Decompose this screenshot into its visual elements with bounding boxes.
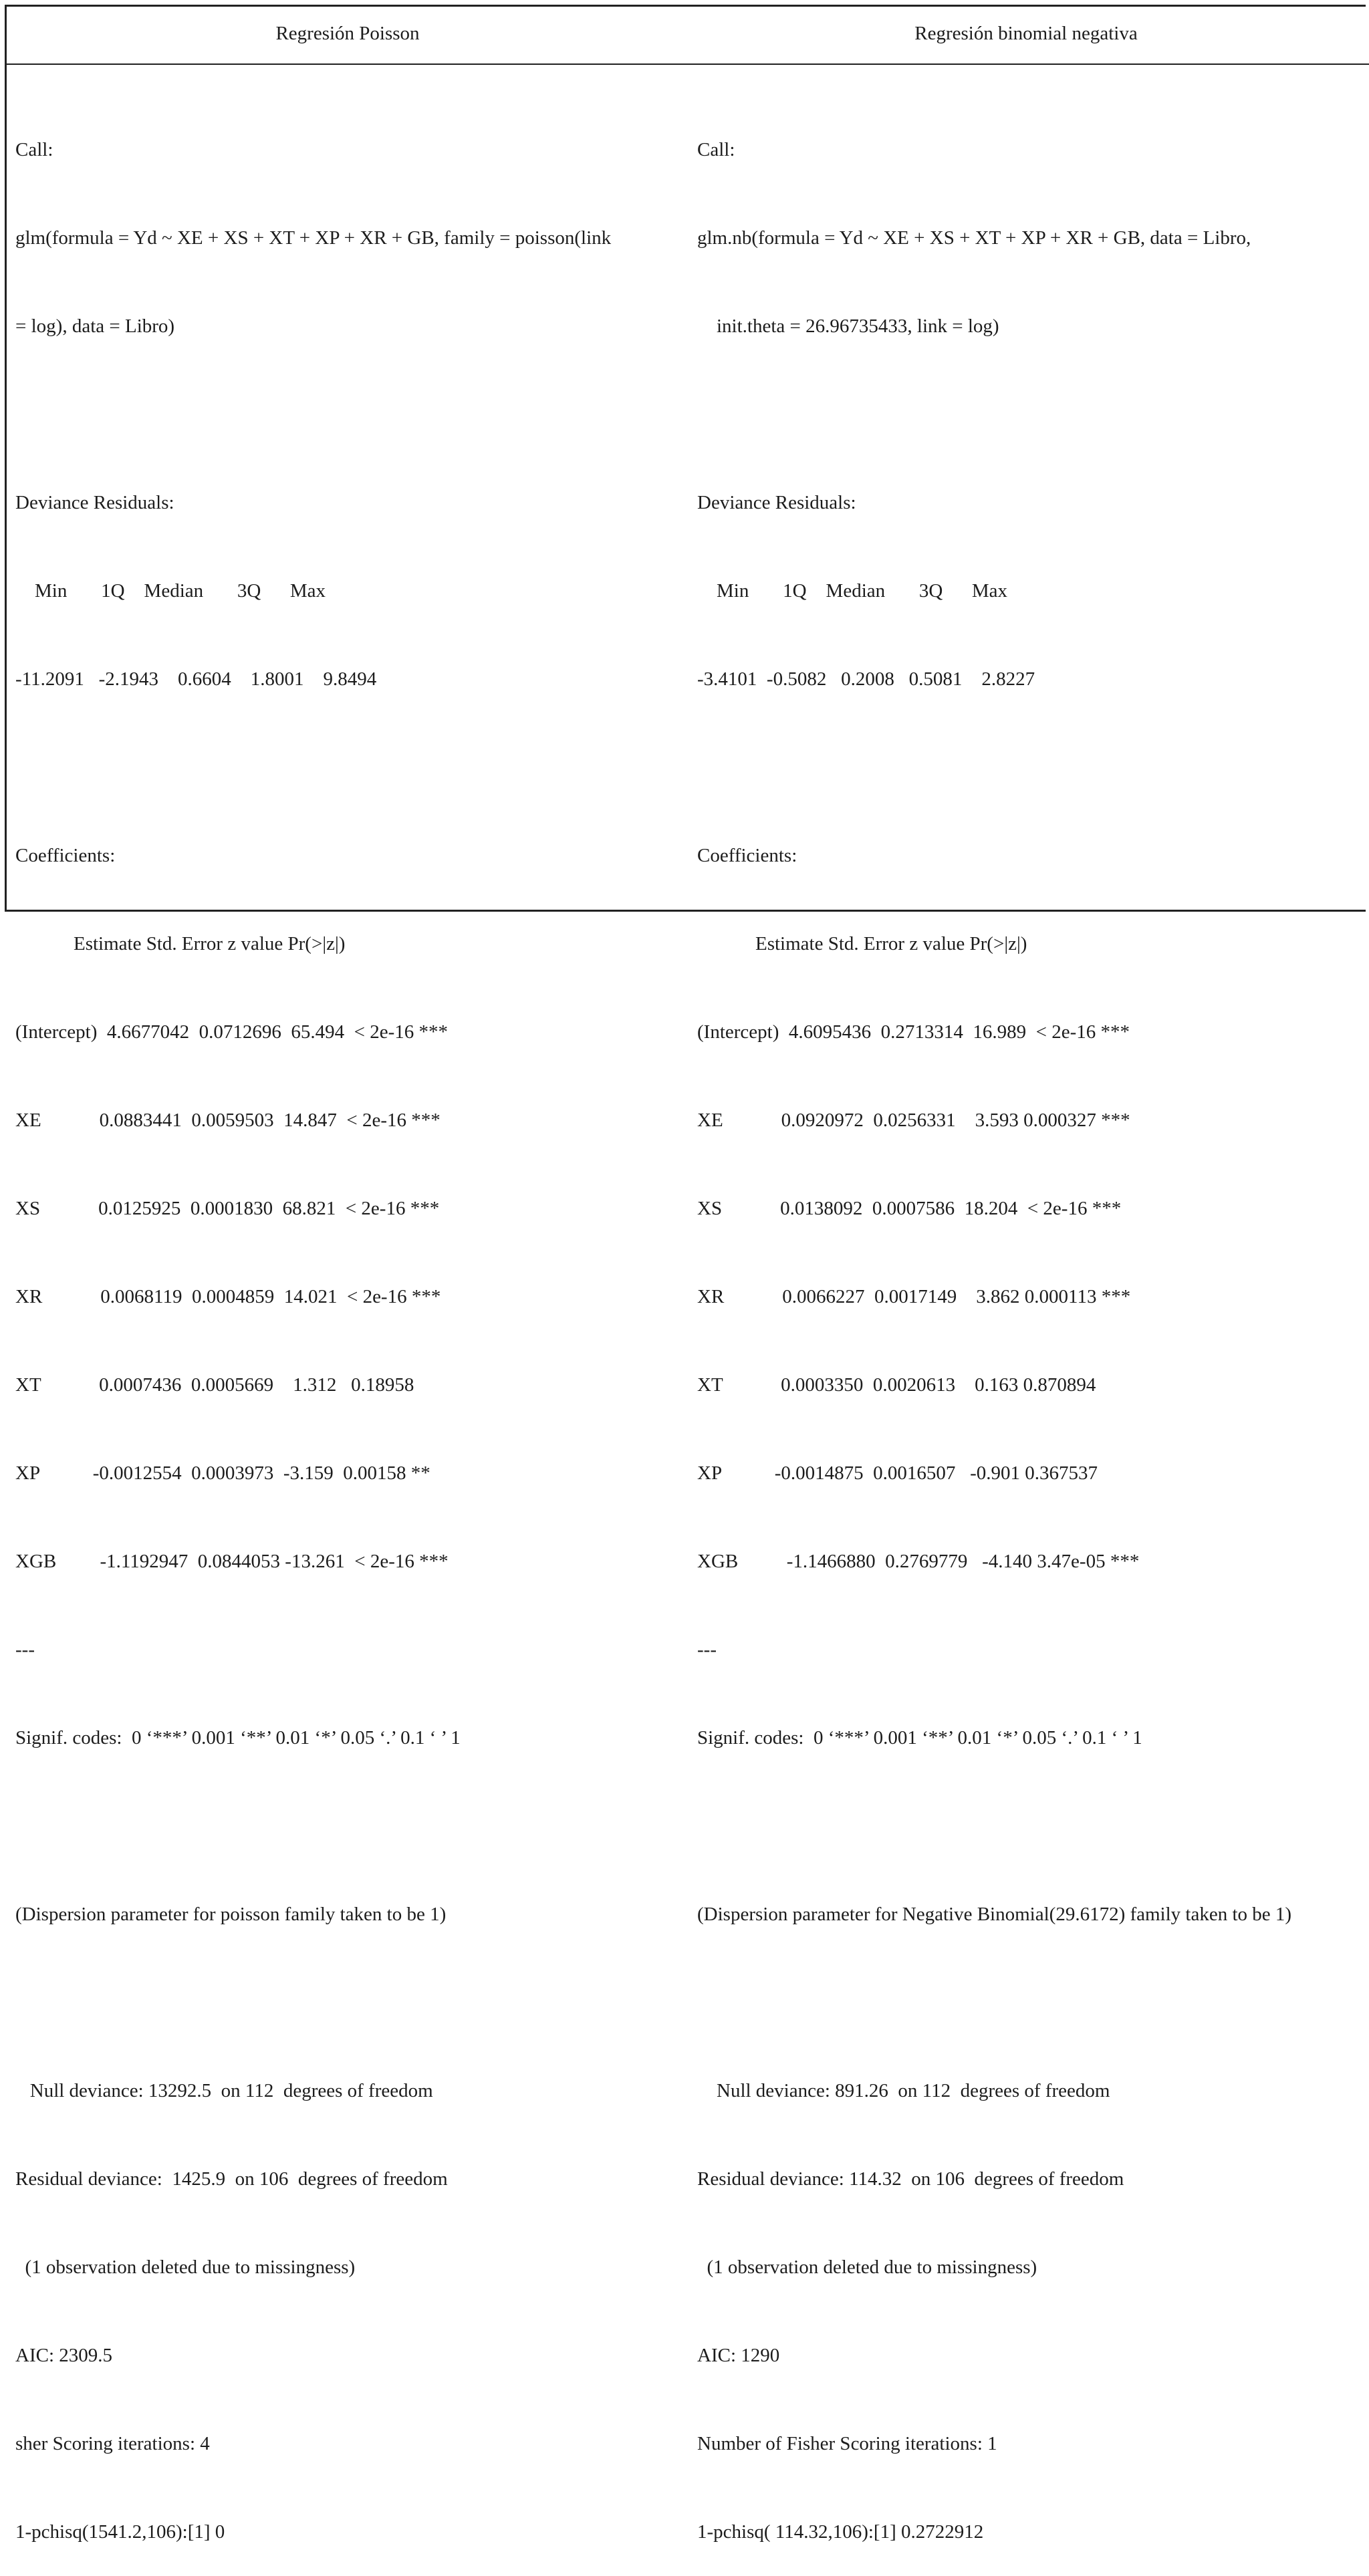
output-line: Min 1Q Median 3Q Max [697,580,1007,602]
output-line: XS 0.0138092 0.0007586 18.204 < 2e-16 *** [697,1198,1122,1219]
output-line: = log), data = Libro) [15,315,175,337]
output-line: Signif. codes: 0 ‘***’ 0.001 ‘**’ 0.01 ‘*’ 0.05 ‘.’ 0.1 ‘ ’ 1 [697,1727,1142,1749]
output-line: AIC: 1290 [697,2345,780,2366]
column-header-negative-binomial: Regresión binomial negativa [914,23,1138,44]
output-line: Deviance Residuals: [697,492,856,513]
output-line: Number of Fisher Scoring iterations: 1 [697,2433,997,2454]
output-line: XP -0.0012554 0.0003973 -3.159 0.00158 ** [15,1462,430,1484]
output-line: 1-pchisq( 114.32,106):[1] 0.2722912 [697,2521,984,2543]
output-line: -11.2091 -2.1943 0.6604 1.8001 9.8494 [15,668,377,690]
output-line: glm(formula = Yd ~ XE + XS + XT + XP + XR + GB, family = poisson(link [15,227,612,249]
output-line: XT 0.0003350 0.0020613 0.163 0.870894 [697,1374,1096,1396]
output-line: glm.nb(formula = Yd ~ XE + XS + XT + XP + XR + GB, data = Libro, [697,227,1251,249]
output-line: XR 0.0068119 0.0004859 14.021 < 2e-16 *** [15,1286,441,1307]
output-line: XE 0.0883441 0.0059503 14.847 < 2e-16 *** [15,1110,441,1131]
output-line: (Dispersion parameter for poisson family taken to be 1) [15,1904,447,1925]
output-line: Null deviance: 13292.5 on 112 degrees of freedom [15,2080,433,2101]
output-line [15,1988,611,2017]
output-line: (Intercept) 4.6095436 0.2713314 16.989 < 2e-16 *** [697,1021,1130,1043]
output-line: Null deviance: 891.26 on 112 degrees of freedom [697,2080,1110,2101]
output-line: XS 0.0125925 0.0001830 68.821 < 2e-16 *** [15,1198,440,1219]
output-line [697,1811,1291,1841]
output-line [697,1988,1291,2017]
output-line: sher Scoring iterations: 4 [15,2433,210,2454]
output-line: AIC: 2309.5 [15,2345,112,2366]
output-line: Coefficients: [697,845,797,866]
output-line: XE 0.0920972 0.0256331 3.593 0.000327 *** [697,1110,1130,1131]
output-line: Estimate Std. Error z value Pr(>|z|) [697,933,1027,954]
output-line: Deviance Residuals: [15,492,174,513]
output-line: (1 observation deleted due to missingness) [15,2257,356,2278]
output-line: init.theta = 26.96735433, link = log) [697,315,999,337]
output-line: Residual deviance: 1425.9 on 106 degrees of freedom [15,2168,448,2190]
output-line: Min 1Q Median 3Q Max [15,580,326,602]
output-line: (Dispersion parameter for Negative Binomial(29.6172) family taken to be 1) [697,1904,1292,1925]
output-line: (Intercept) 4.6677042 0.0712696 65.494 < 2e-16 *** [15,1021,448,1043]
output-line [697,753,1291,782]
output-line [15,1811,611,1841]
output-line: XT 0.0007436 0.0005669 1.312 0.18958 [15,1374,414,1396]
negative-binomial-output [697,76,1291,2576]
output-line: (1 observation deleted due to missingness) [697,2257,1037,2278]
output-line: Coefficients: [15,845,116,866]
output-line: Signif. codes: 0 ‘***’ 0.001 ‘**’ 0.01 ‘*’ 0.05 ‘.’ 0.1 ‘ ’ 1 [15,1727,461,1749]
output-line: XGB -1.1192947 0.0844053 -13.261 < 2e-16 *** [15,1551,449,1572]
output-line: --- [697,1639,717,1660]
output-line: Call: [15,139,53,160]
output-line [15,753,611,782]
output-line [697,400,1291,429]
column-header-poisson: Regresión Poisson [275,23,420,44]
output-line [15,400,611,429]
output-line: Call: [697,139,735,160]
output-line: Residual deviance: 114.32 on 106 degrees of freedom [697,2168,1124,2190]
output-line: XP -0.0014875 0.0016507 -0.901 0.367537 [697,1462,1098,1484]
poisson-output [15,76,611,2576]
output-line: XR 0.0066227 0.0017149 3.862 0.000113 *** [697,1286,1131,1307]
output-line: --- [15,1639,35,1660]
output-line: -3.4101 -0.5082 0.2008 0.5081 2.8227 [697,668,1035,690]
header-divider [5,63,1369,65]
output-line: XGB -1.1466880 0.2769779 -4.140 3.47e-05 *** [697,1551,1140,1572]
output-line: Estimate Std. Error z value Pr(>|z|) [15,933,346,954]
output-line: 1-pchisq(1541.2,106):[1] 0 [15,2521,225,2543]
